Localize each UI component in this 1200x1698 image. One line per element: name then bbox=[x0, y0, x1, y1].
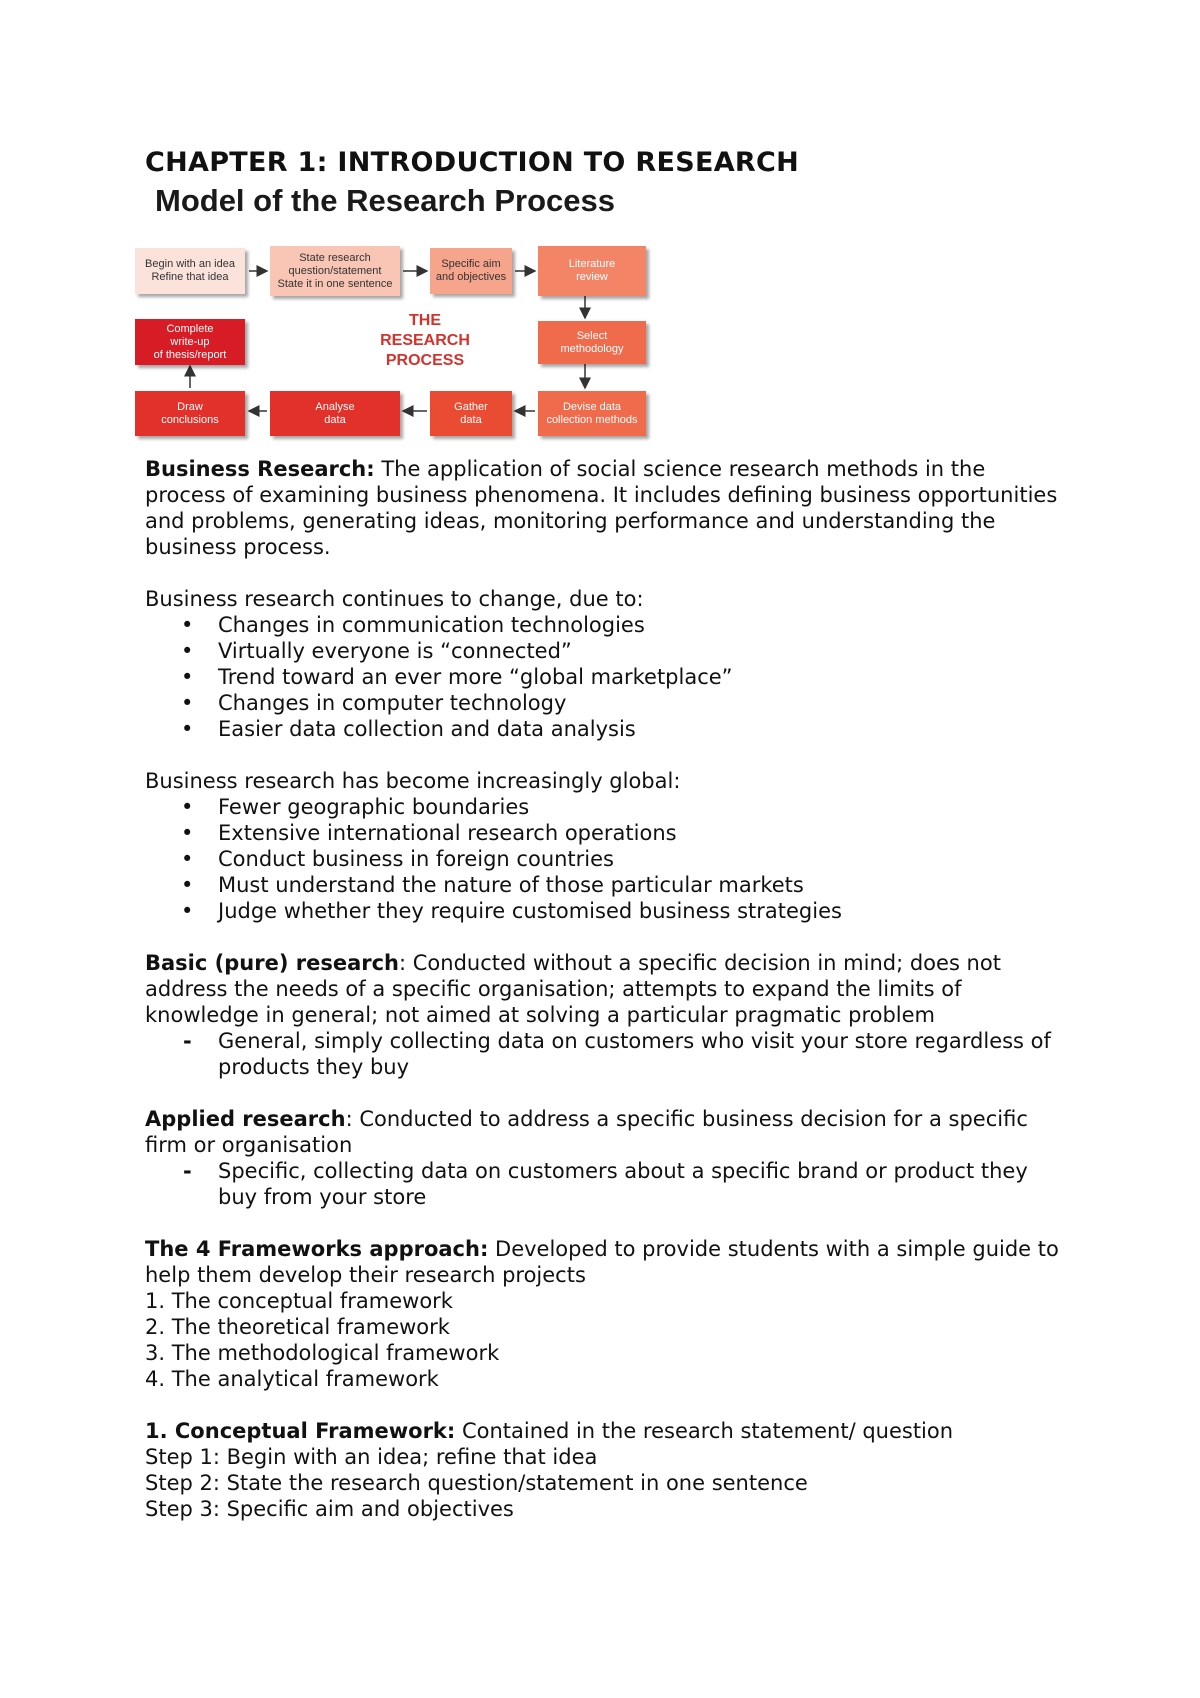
applied-research-paragraph bbox=[145, 1106, 1065, 1158]
box-begin: Begin with an idea Refine that idea bbox=[135, 248, 245, 294]
list-item: • Fewer geographic boundaries bbox=[145, 794, 1065, 820]
list-item: • Trend toward an ever more “global marketplace” bbox=[145, 664, 1065, 690]
list-item: 2. The theoretical framework bbox=[145, 1315, 450, 1339]
global-intro: Business research has become increasingly global: bbox=[145, 769, 681, 793]
diagram-center-label: THE RESEARCH PROCESS bbox=[380, 312, 470, 369]
frameworks-paragraph bbox=[145, 1236, 1065, 1288]
term-conceptual: 1. Conceptual Framework: bbox=[145, 1419, 456, 1443]
box-state: State research question/statement State it in one sentence bbox=[270, 246, 400, 296]
list-item: • Judge whether they require customised business strategies bbox=[145, 898, 1065, 924]
global-list bbox=[145, 794, 1065, 924]
box-methodology: Select methodology bbox=[538, 321, 646, 364]
conceptual-paragraph bbox=[145, 1418, 1065, 1444]
list-item: • Changes in computer technology bbox=[145, 690, 1065, 716]
list-item: • Extensive international research operations bbox=[145, 820, 1065, 846]
list-item: 1. The conceptual framework bbox=[145, 1289, 453, 1313]
term-applied-research: Applied research bbox=[145, 1107, 346, 1131]
term-frameworks: The 4 Frameworks approach: bbox=[145, 1237, 489, 1261]
box-writeup: Complete write-up of thesis/report bbox=[135, 319, 245, 365]
box-analyse: Analyse data bbox=[270, 391, 400, 436]
list-item: • Conduct business in foreign countries bbox=[145, 846, 1065, 872]
list-item: - General, simply collecting data on customers who visit your store regardless of products they buy bbox=[145, 1028, 1065, 1080]
list-item: Step 1: Begin with an idea; refine that idea bbox=[145, 1445, 598, 1469]
list-item: • Changes in communication technologies bbox=[145, 612, 1065, 638]
definition-frameworks: Developed to provide students with a simple guide to help them develop their research projects bbox=[145, 1237, 1059, 1287]
definition-business-research: The application of social science research methods in the process of examining business phenomena. It includes defining business opportunities and problems, generating ideas, monitoring performance and understanding the business process. bbox=[145, 457, 1058, 559]
list-item: Step 3: Specific aim and objectives bbox=[145, 1497, 514, 1521]
definition-basic-research: : Conducted without a specific decision in mind; does not address the needs of a specific organisation; attempts to expand the limits of knowledge in general; not aimed at solving a particular pragmatic problem bbox=[145, 951, 1001, 1027]
term-basic-research: Basic (pure) research bbox=[145, 951, 399, 975]
box-aim: Specific aim and objectives bbox=[430, 248, 512, 294]
list-item: • Must understand the nature of those particular markets bbox=[145, 872, 1065, 898]
definition-conceptual: Contained in the research statement/ question bbox=[455, 1419, 954, 1443]
change-list bbox=[145, 612, 1065, 742]
basic-research-paragraph bbox=[145, 950, 1065, 1028]
business-research-paragraph bbox=[145, 456, 1065, 560]
list-item: Step 2: State the research question/statement in one sentence bbox=[145, 1471, 808, 1495]
applied-example-list bbox=[145, 1158, 1065, 1210]
list-item: • Virtually everyone is “connected” bbox=[145, 638, 1065, 664]
change-intro: Business research continues to change, due to: bbox=[145, 587, 644, 611]
chapter-title: CHAPTER 1: INTRODUCTION TO RESEARCH bbox=[145, 147, 799, 178]
list-item: 3. The methodological framework bbox=[145, 1341, 500, 1365]
list-item: 4. The analytical framework bbox=[145, 1367, 439, 1391]
box-literature: Literature review bbox=[538, 246, 646, 296]
box-conclusions: Draw conclusions bbox=[135, 391, 245, 436]
box-gather: Gather data bbox=[430, 391, 512, 436]
research-process-diagram bbox=[125, 183, 705, 456]
list-item: - Specific, collecting data on customers about a specific brand or product they buy from your store bbox=[145, 1158, 1065, 1210]
document-content bbox=[145, 146, 1065, 1522]
list-item: • Easier data collection and data analysis bbox=[145, 716, 1065, 742]
definition-applied-research: : Conducted to address a specific business decision for a specific firm or organisation bbox=[145, 1107, 1028, 1157]
term-business-research: Business Research: bbox=[145, 457, 375, 481]
diagram-title: Model of the Research Process bbox=[155, 183, 615, 218]
box-devise: Devise data collection methods bbox=[538, 391, 646, 436]
basic-example-list bbox=[145, 1028, 1065, 1080]
